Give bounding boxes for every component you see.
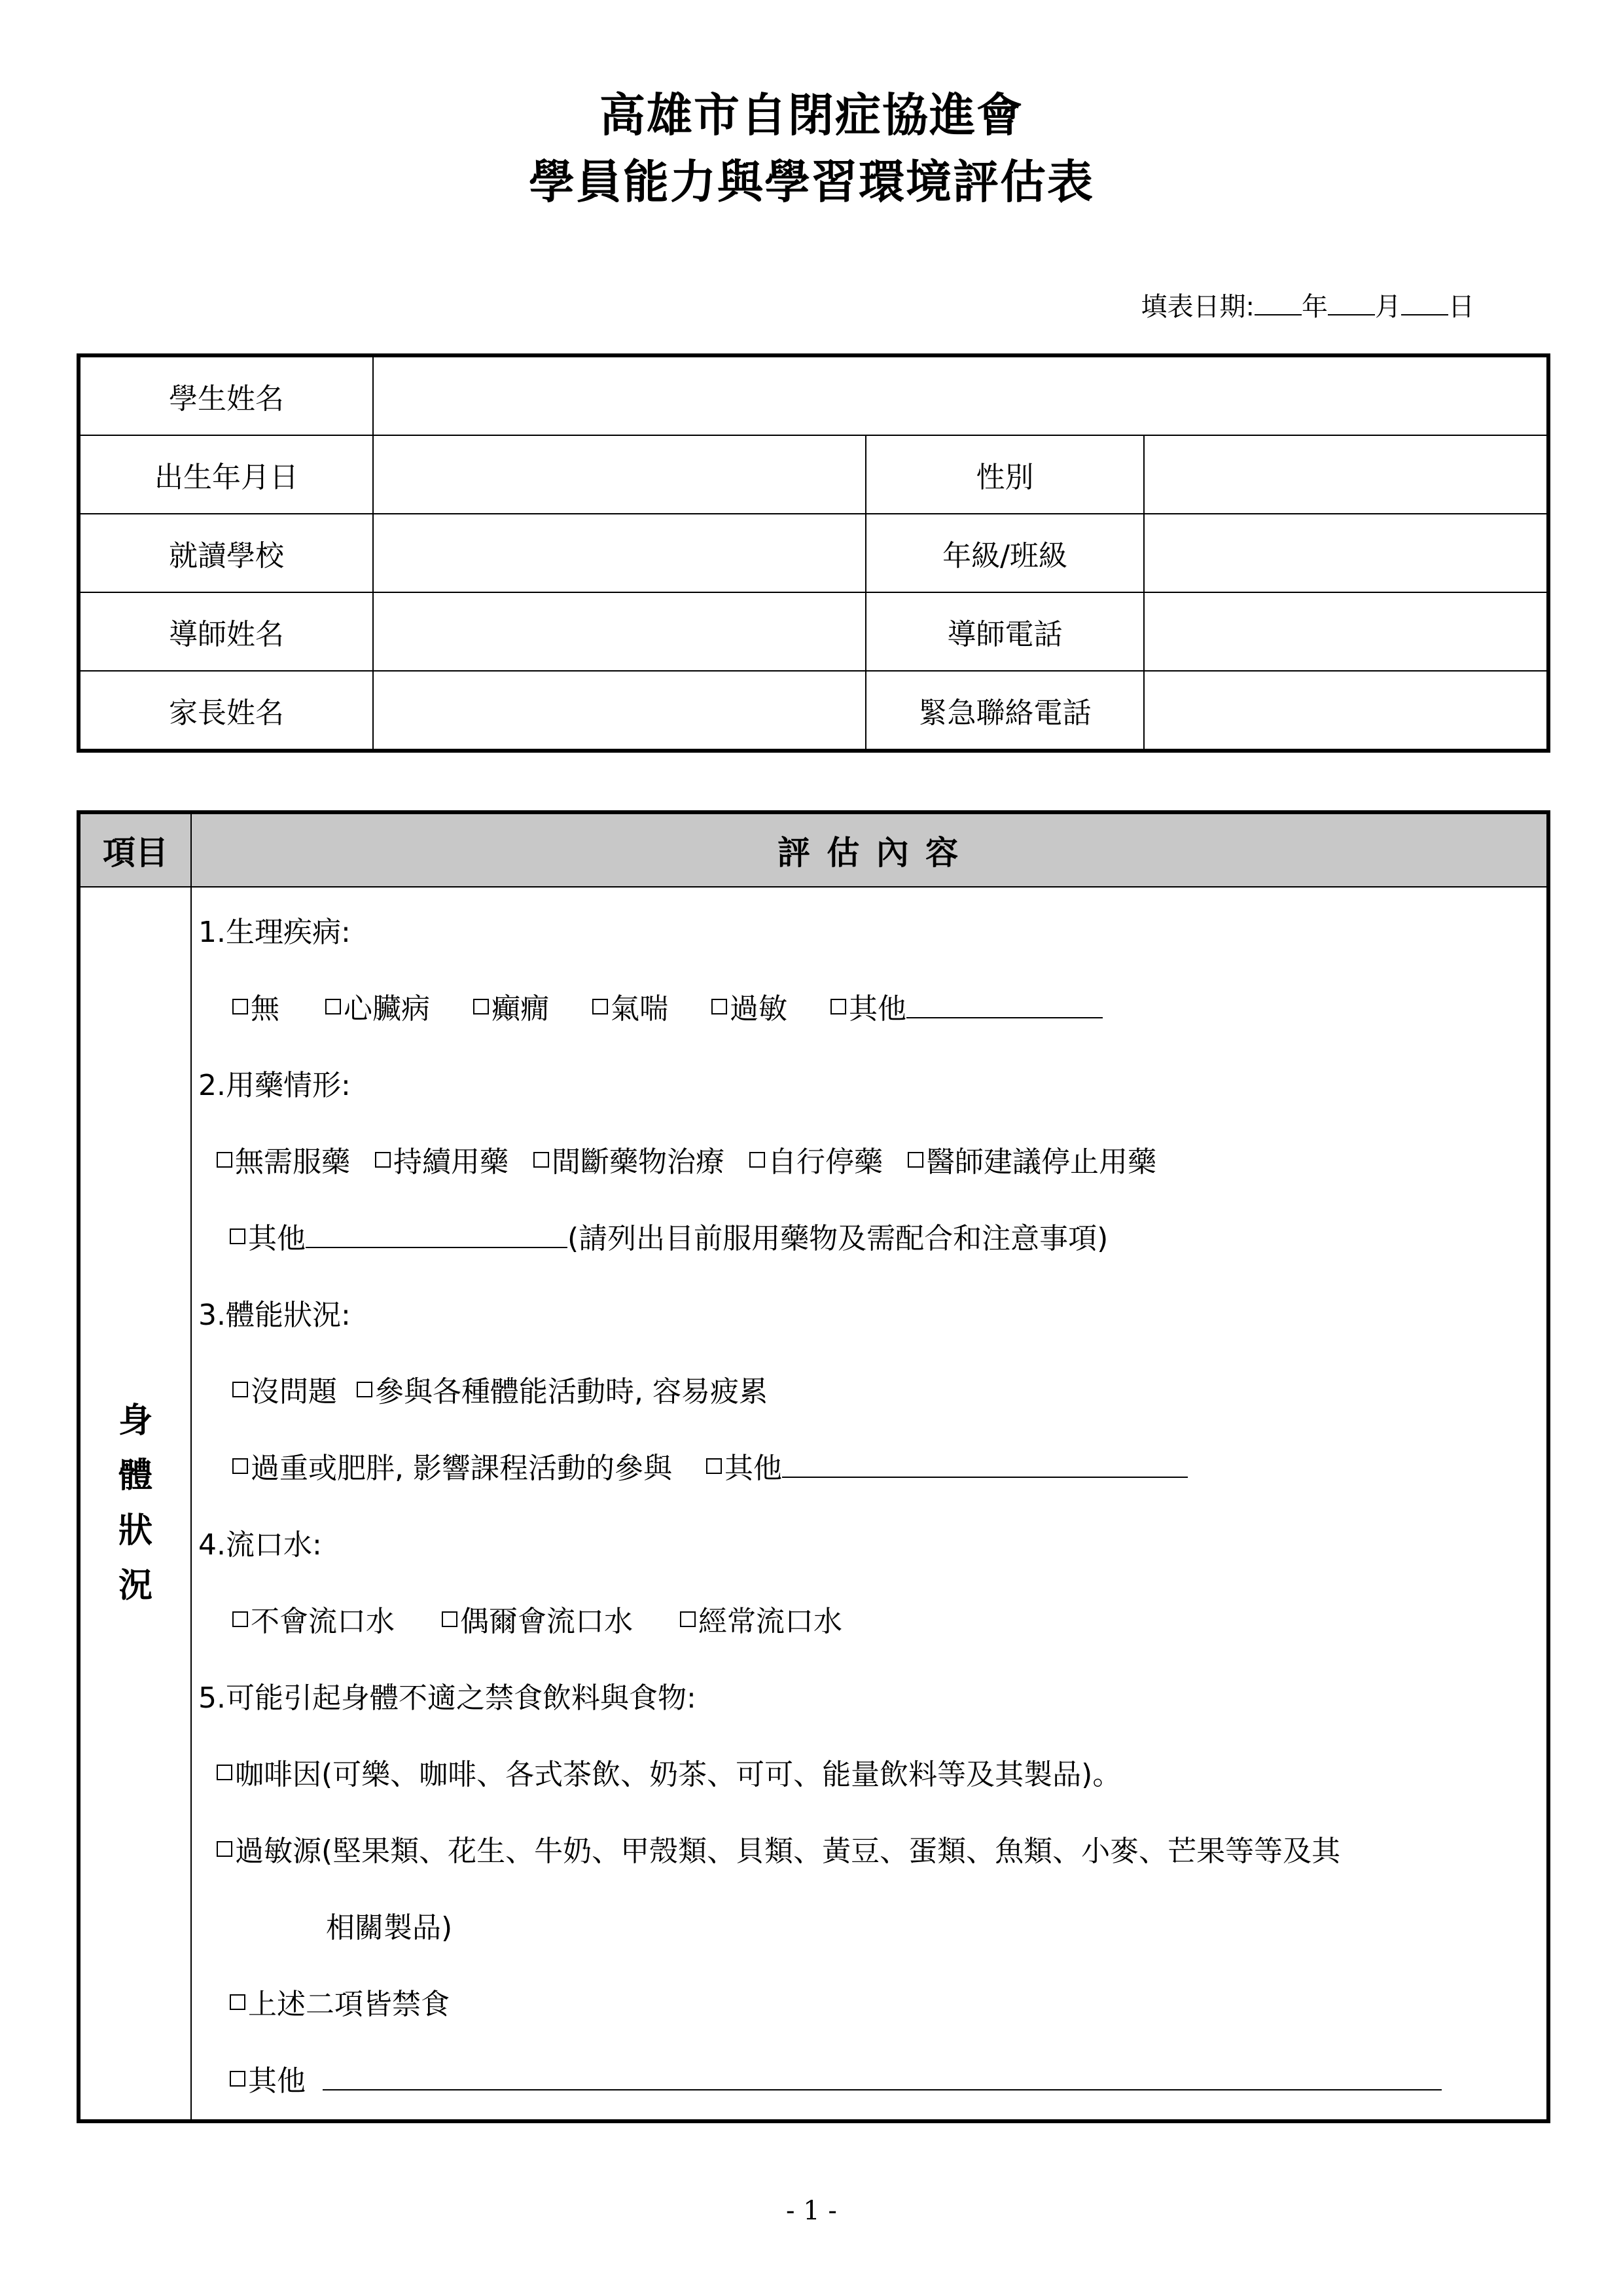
- checkbox[interactable]: [908, 1152, 923, 1168]
- day-label: 日: [1448, 292, 1474, 322]
- school-field[interactable]: [373, 514, 866, 592]
- table-row: [79, 887, 1548, 2121]
- physical-condition-section-label: [79, 887, 191, 2121]
- teacher-name-field[interactable]: [373, 592, 866, 671]
- checkbox[interactable]: [217, 1765, 232, 1780]
- q3-options-row1: [192, 1354, 1546, 1430]
- section-label-char: 身: [118, 1401, 152, 1441]
- student-name-field[interactable]: [373, 355, 1548, 435]
- checkbox[interactable]: [830, 999, 846, 1014]
- checkbox[interactable]: [217, 1152, 232, 1168]
- option-label: 沒問題: [251, 1375, 337, 1408]
- table-row: [79, 514, 1548, 592]
- checkbox[interactable]: [325, 999, 341, 1014]
- option-label: 參與各種體能活動時, 容易疲累: [375, 1375, 768, 1408]
- question-title: 4.流口水:: [198, 1528, 322, 1562]
- organization-title: 高雄市自閉症協進會: [599, 88, 1024, 142]
- teacher-phone-label: 導師電話: [866, 592, 1144, 671]
- section-label-char: 體: [118, 1456, 152, 1496]
- option-label: 癲癇: [491, 992, 549, 1026]
- checkbox[interactable]: [749, 1152, 765, 1168]
- q5-allergen: [192, 1813, 1546, 1890]
- table-row: [79, 355, 1548, 435]
- form-title: 學員能力與學習環境評估表: [529, 155, 1094, 209]
- checkbox[interactable]: [217, 1841, 232, 1857]
- checkbox[interactable]: [711, 999, 727, 1014]
- assessment-table: [77, 810, 1550, 2123]
- page-number: - 1 -: [786, 2196, 837, 2226]
- q5-allergen-continued: 相關製品): [326, 1911, 453, 1945]
- option-label: 偶爾會流口水: [460, 1605, 633, 1638]
- month-blank[interactable]: [1328, 292, 1375, 315]
- fill-date: [1141, 286, 1474, 323]
- month-label: 月: [1375, 292, 1401, 322]
- option-label: 經常流口水: [698, 1605, 842, 1638]
- checkbox[interactable]: [706, 1458, 722, 1474]
- option-label: 持續用藥: [393, 1145, 508, 1179]
- teacher-name-label: 導師姓名: [79, 592, 373, 671]
- fill-date-label: 填表日期:: [1141, 292, 1255, 322]
- option-label: 其他: [248, 2064, 306, 2098]
- q5-other: [192, 2043, 1546, 2119]
- section-label-char: 況: [118, 1566, 152, 1605]
- checkbox[interactable]: [232, 1611, 248, 1627]
- parent-name-field[interactable]: [373, 671, 866, 751]
- checkbox[interactable]: [592, 999, 608, 1014]
- gender-label: 性別: [866, 435, 1144, 514]
- grade-class-field[interactable]: [1144, 514, 1548, 592]
- physical-condition-content: [191, 887, 1548, 2121]
- option-label: 其他: [248, 1222, 306, 1255]
- year-blank[interactable]: [1255, 292, 1302, 315]
- student-info-table: [77, 353, 1550, 753]
- section-label-char: 狀: [118, 1511, 152, 1551]
- q2-other: [192, 1200, 1546, 1277]
- option-label: 無需服藥: [235, 1145, 350, 1179]
- emergency-phone-label: 緊急聯絡電話: [866, 671, 1144, 751]
- other-input-line[interactable]: [906, 992, 1103, 1018]
- checkbox[interactable]: [230, 1229, 245, 1244]
- checkbox[interactable]: [232, 1458, 248, 1474]
- option-label: 過重或肥胖, 影響課程活動的參與: [251, 1452, 672, 1485]
- table-header-row: [79, 812, 1548, 887]
- option-label: 咖啡因(可樂、咖啡、各式茶飲、奶茶、可可、能量飲料等及其製品)。: [235, 1758, 1122, 1791]
- day-blank[interactable]: [1401, 292, 1448, 315]
- q1-options: [192, 971, 1546, 1047]
- parent-name-label: 家長姓名: [79, 671, 373, 751]
- other-input-line[interactable]: [782, 1452, 1188, 1478]
- student-name-label: 學生姓名: [79, 355, 373, 435]
- checkbox[interactable]: [375, 1152, 391, 1168]
- table-row: [79, 671, 1548, 751]
- teacher-phone-field[interactable]: [1144, 592, 1548, 671]
- other-input-line[interactable]: [306, 1222, 567, 1248]
- question-title: 2.用藥情形:: [198, 1069, 351, 1102]
- checkbox[interactable]: [357, 1382, 372, 1397]
- gender-field[interactable]: [1144, 435, 1548, 514]
- option-label: 過敏源(堅果類、花生、牛奶、甲殼類、貝類、黃豆、蛋類、魚類、小麥、芒果等等及其: [235, 1835, 1341, 1868]
- item-column-header: 項目: [79, 812, 191, 887]
- checkbox[interactable]: [230, 1994, 245, 2010]
- option-label: 心臟病: [344, 992, 430, 1026]
- question-title: 1.生理疾病:: [198, 916, 351, 949]
- checkbox[interactable]: [232, 1382, 248, 1397]
- other-input-line[interactable]: [323, 2064, 1442, 2090]
- year-label: 年: [1302, 292, 1328, 322]
- checkbox[interactable]: [230, 2071, 245, 2087]
- q5-caffeine: [192, 1736, 1546, 1813]
- option-label: 無: [251, 992, 279, 1026]
- checkbox[interactable]: [442, 1611, 457, 1627]
- option-label: 氣喘: [611, 992, 668, 1026]
- table-row: [79, 592, 1548, 671]
- option-label: 上述二項皆禁食: [248, 1988, 450, 2021]
- emergency-phone-field[interactable]: [1144, 671, 1548, 751]
- option-label: 其他: [724, 1452, 782, 1485]
- checkbox[interactable]: [473, 999, 489, 1014]
- birth-date-field[interactable]: [373, 435, 866, 514]
- school-label: 就讀學校: [79, 514, 373, 592]
- table-row: [79, 435, 1548, 514]
- q4-options: [192, 1583, 1546, 1660]
- q3-options-row2: [192, 1430, 1546, 1507]
- option-label: 其他: [849, 992, 906, 1026]
- checkbox[interactable]: [232, 999, 248, 1014]
- checkbox[interactable]: [680, 1611, 696, 1627]
- option-label: 過敏: [730, 992, 787, 1026]
- question-title: 3.體能狀況:: [198, 1299, 351, 1332]
- birth-date-label: 出生年月日: [79, 435, 373, 514]
- grade-class-label: 年級/班級: [866, 514, 1144, 592]
- option-label: 自行停藥: [768, 1145, 883, 1179]
- q2-note: (請列出目前服用藥物及需配合和注意事項): [567, 1222, 1109, 1255]
- q2-options: [192, 1124, 1546, 1200]
- option-label: 不會流口水: [251, 1605, 395, 1638]
- content-column-header: 評 估 內 容: [191, 812, 1548, 887]
- option-label: 間斷藥物治療: [552, 1145, 724, 1179]
- q5-both: [192, 1966, 1546, 2043]
- question-title: 5.可能引起身體不適之禁食飲料與食物:: [198, 1681, 696, 1715]
- option-label: 醫師建議停止用藥: [926, 1145, 1156, 1179]
- checkbox[interactable]: [533, 1152, 549, 1168]
